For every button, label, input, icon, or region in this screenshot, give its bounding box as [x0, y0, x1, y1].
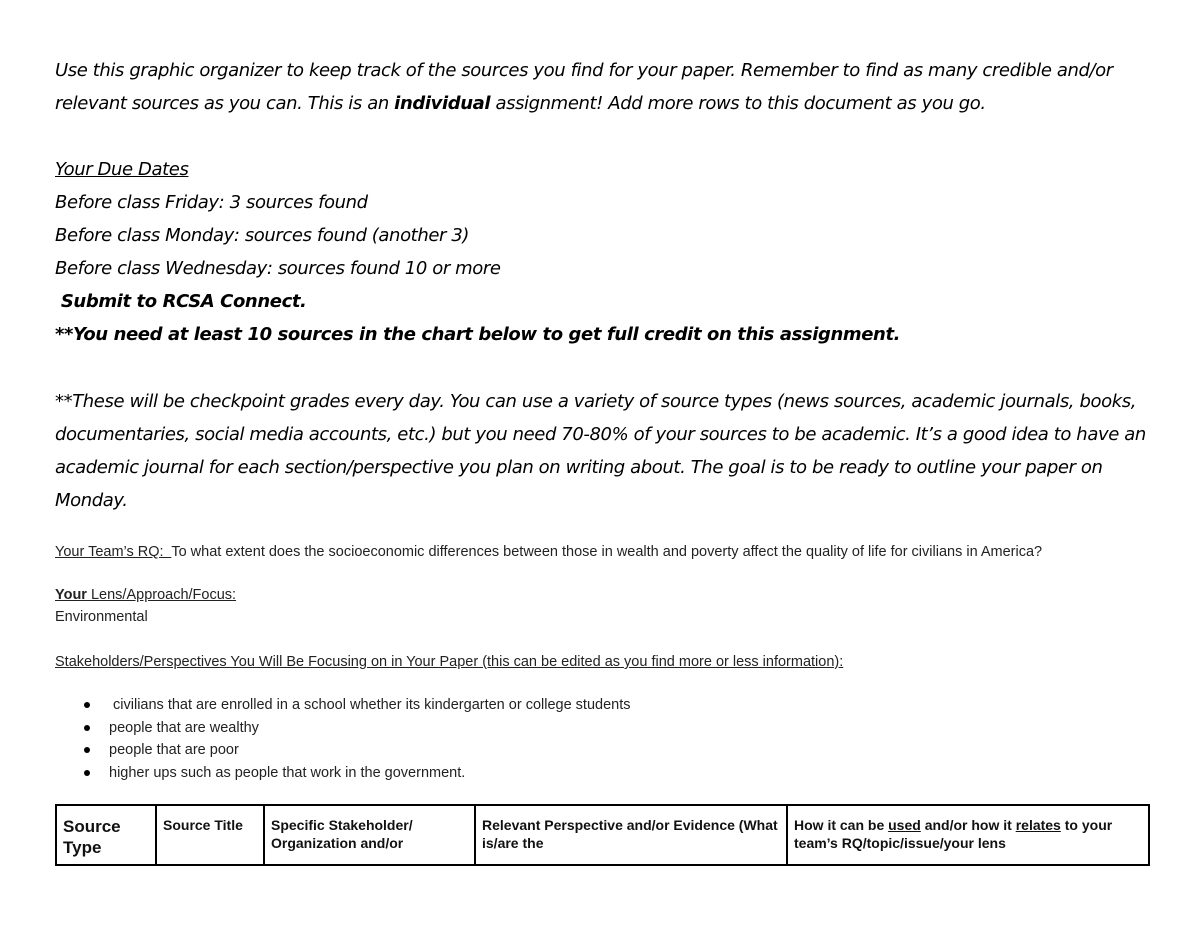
intro-text-part1: Use this graphic organizer to keep track of the sources you find for your paper. Remember to find as many credible and/or relevant sources as you can. This is an	[55, 60, 1113, 114]
checkpoint-note: **These will be checkpoint grades every day. You can use a variety of source types (news sources, academic journals, books, documentaries, social media accounts, etc.) but you need 70-80% of your sources to be academic. It’s a good idea to have an academic journal for each section/perspective you plan on writing about. The goal is to be ready to outline your paper on Monday.	[55, 391, 1146, 511]
header-stakeholder: Specific Stakeholder/ Organization and/or	[264, 805, 475, 865]
list-item	[55, 717, 630, 740]
header-relevance-part-a: How it can be	[794, 817, 889, 833]
stakeholders-list	[55, 694, 630, 784]
due-date-line: Before class Friday: 3 sources found	[55, 192, 368, 213]
rq-text: To what extent does the socioeconomic differences between those in wealth and poverty affect the quality of life for civilians in America?	[171, 544, 1043, 560]
due-dates-heading: Your Due Dates	[55, 159, 189, 180]
header-source-type: Source Type	[56, 805, 156, 865]
stakeholder-text: higher ups such as people that work in the government.	[109, 764, 466, 781]
header-perspective: Relevant Perspective and/or Evidence (What is/are the	[475, 805, 787, 865]
bullet-icon	[84, 702, 90, 708]
header-relevance-part-c: to your team’s RQ/topic/issue/your lens	[794, 817, 1113, 851]
lens-value: Environmental	[55, 609, 148, 625]
header-relevance	[787, 805, 1149, 865]
requirement-note: **You need at least 10 sources in the chart below to get full credit on this assignment.	[55, 324, 901, 345]
header-relevance-relates: relates	[1015, 817, 1061, 833]
submit-instruction: Submit to RCSA Connect.	[55, 291, 307, 312]
list-item	[55, 694, 630, 717]
intro-bold-word: individual	[394, 93, 491, 114]
list-item	[55, 762, 630, 785]
list-item	[55, 739, 630, 762]
table-header-row	[56, 805, 1149, 865]
intro-text-part2: assignment! Add more rows to this document as you go.	[490, 93, 986, 114]
due-date-line: Before class Monday: sources found (another 3)	[55, 225, 470, 246]
lens-label	[55, 584, 236, 606]
rq-label: Your Team’s RQ:	[55, 544, 172, 560]
bullet-icon	[84, 747, 90, 753]
research-question	[55, 541, 1145, 563]
stakeholders-heading: Stakeholders/Perspectives You Will Be Focusing on in Your Paper (this can be edited as you find more or less information):	[55, 654, 844, 670]
lens-label-rest: Lens/Approach/Focus:	[86, 587, 237, 603]
bullet-icon	[84, 770, 90, 776]
stakeholder-text: people that are poor	[109, 742, 239, 758]
lens-label-bold: Your	[55, 587, 87, 603]
header-relevance-part-b: and/or how it	[920, 817, 1016, 833]
header-relevance-used: used	[888, 817, 921, 833]
sources-table	[55, 804, 1150, 866]
stakeholder-text: people that are wealthy	[109, 719, 259, 736]
header-source-title: Source Title	[156, 805, 264, 865]
intro-paragraph	[55, 54, 1155, 120]
stakeholder-text: civilians that are enrolled in a school whether its kindergarten or college students	[109, 697, 631, 713]
due-dates-section	[55, 153, 1155, 351]
bullet-icon	[84, 725, 90, 731]
due-date-line: Before class Wednesday: sources found 10 or more	[55, 258, 501, 279]
